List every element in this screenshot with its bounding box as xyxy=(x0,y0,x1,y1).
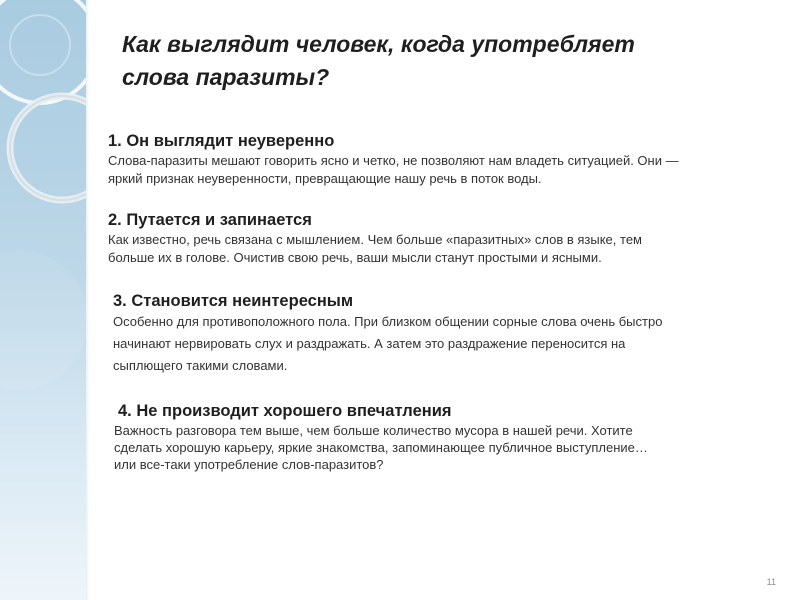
title-line-2: слова паразиты? xyxy=(122,64,330,90)
page-number: 11 xyxy=(766,577,776,587)
section-text xyxy=(108,152,798,188)
title-line-1: Как выглядит человек, когда употребляет xyxy=(122,31,635,57)
text-line: сделать хорошую карьеру, яркие знакомства, запоминающее публичное выступление… xyxy=(114,440,648,455)
section-confused xyxy=(108,209,798,267)
text-line: больше их в голове. Очистив свою речь, ваши мысли станут простыми и ясными. xyxy=(108,250,602,265)
text-line: начинают нервировать слух и раздражать. А затем это раздражение переносится на xyxy=(113,336,626,351)
section-text xyxy=(108,231,798,267)
section-heading: 4. Не производит хорошего впечатления xyxy=(118,402,452,420)
decorative-side-panel xyxy=(0,0,88,600)
slide-title xyxy=(122,28,762,94)
text-line: сыплющего такими словами. xyxy=(113,358,288,373)
side-panel-edge xyxy=(86,0,89,600)
text-line: Особенно для противоположного пола. При близком общении сорные слова очень быстро xyxy=(113,314,663,329)
text-line: яркий признак неуверенности, превращающие нашу речь в поток воды. xyxy=(108,171,542,186)
text-line: Как известно, речь связана с мышлением. Чем больше «паразитных» слов в языке, тем xyxy=(108,232,642,247)
decorative-rings-icon xyxy=(0,0,88,600)
text-line: Слова-паразиты мешают говорить ясно и четко, не позволяют нам владеть ситуацией. Они — xyxy=(108,153,679,168)
section-heading: 1. Он выглядит неуверенно xyxy=(108,132,335,150)
section-bad-impression xyxy=(114,400,794,473)
section-uninteresting xyxy=(113,290,793,377)
section-heading: 2. Путается и запинается xyxy=(108,211,312,229)
section-heading: 3. Становится неинтересным xyxy=(113,292,354,310)
text-line: или все-таки употребление слов-паразитов? xyxy=(114,457,384,472)
section-unconfident xyxy=(108,130,798,188)
section-text xyxy=(114,422,794,473)
section-text xyxy=(113,311,793,377)
text-line: Важность разговора тем выше, чем больше количество мусора в нашей речи. Хотите xyxy=(114,423,633,438)
